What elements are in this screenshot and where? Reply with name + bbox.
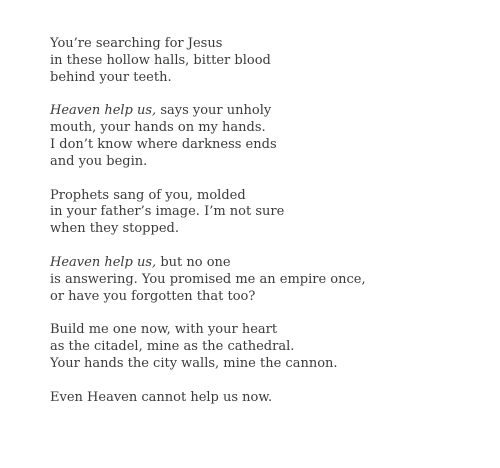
poem-line: in these hollow halls, bitter blood	[50, 52, 271, 68]
stanza-2	[50, 103, 470, 170]
poem-line: or have you forgotten that too?	[50, 288, 256, 304]
poem-line-text: says your unholy	[156, 103, 272, 119]
stanza-3	[50, 188, 470, 238]
poem-line	[50, 103, 470, 120]
poem-line: You’re searching for Jesus	[50, 36, 223, 51]
stanza-1	[50, 36, 470, 86]
poem-line: Build me one now, with your heart	[50, 322, 278, 338]
poem-line: I don’t know where darkness ends	[50, 136, 277, 152]
poem-line: is answering. You promised me an empire once,	[50, 271, 366, 287]
poem-line: Your hands the city walls, mine the cannon.	[50, 355, 338, 371]
poem-line: as the citadel, mine as the cathedral.	[50, 339, 295, 355]
stanza-6	[50, 390, 470, 407]
poem-body	[50, 36, 470, 424]
poem-line: when they stopped.	[50, 221, 179, 237]
poem-line: Even Heaven cannot help us now.	[50, 389, 273, 405]
stanza-4	[50, 255, 470, 305]
poem-line: in your father’s image. I’m not sure	[50, 204, 285, 220]
poem-line: and you begin.	[50, 153, 148, 169]
stanza-5	[50, 322, 470, 372]
poem-line: mouth, your hands on my hands.	[50, 120, 266, 136]
poem-line: behind your teeth.	[50, 69, 172, 85]
italic-phrase: Heaven help us,	[50, 103, 157, 119]
poem-line-text: but no one	[156, 254, 231, 270]
poem-line	[50, 255, 470, 272]
italic-phrase: Heaven help us,	[50, 254, 157, 270]
poem-line: Prophets sang of you, molded	[50, 187, 246, 203]
